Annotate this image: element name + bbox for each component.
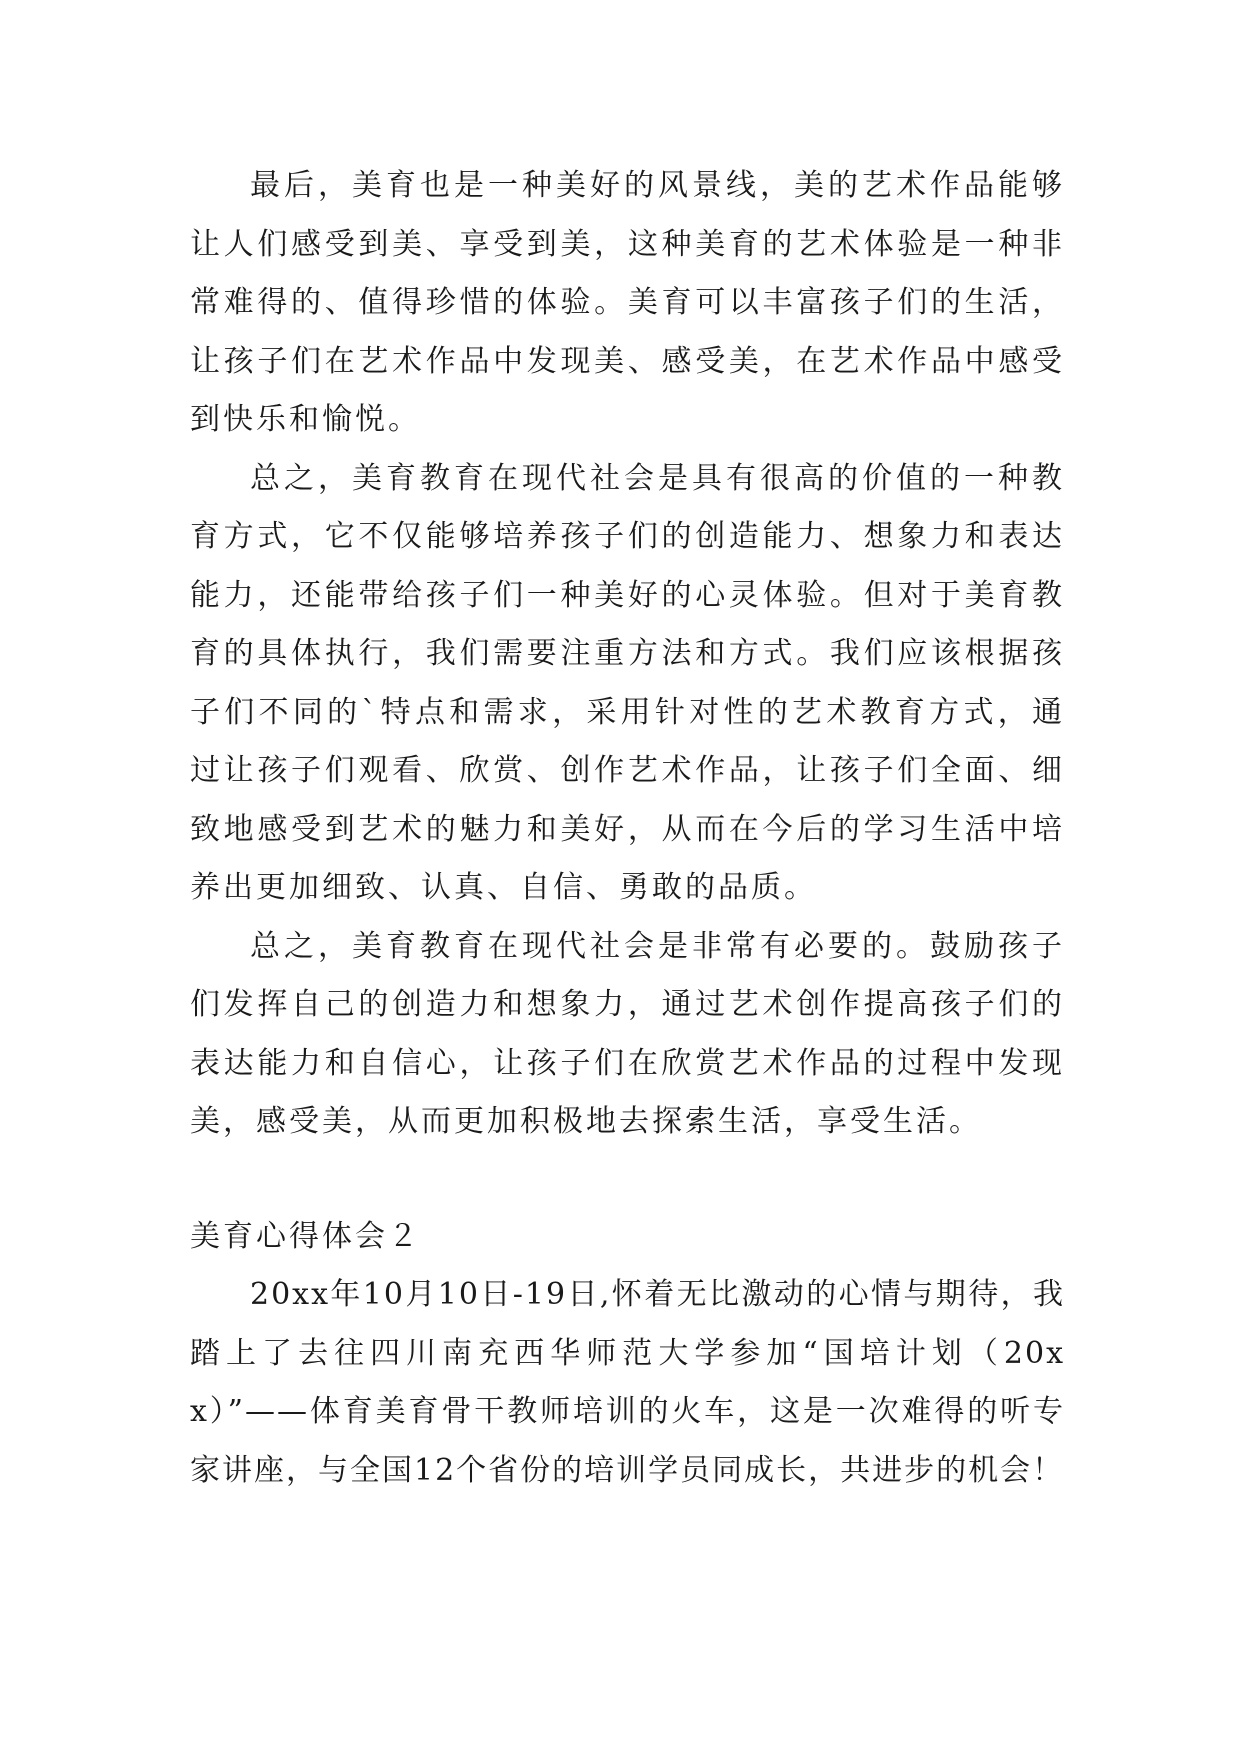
paragraph-1: 最后，美育也是一种美好的风景线，美的艺术作品能够让人们感受到美、享受到美，这种美育的艺术体验是一种非常难得的、值得珍惜的体验。美育可以丰富孩子们的生活，让孩子们在艺术作品中发现美、感受美，在艺术作品中感受到快乐和愉悦。 [190, 168, 1065, 437]
paragraph-2: 总之，美育教育在现代社会是具有很高的价值的一种教育方式，它不仅能够培养孩子们的创造能力、想象力和表达能力，还能带给孩子们一种美好的心灵体验。但对于美育教育的具体执行，我们需要注重方法和方式。我们应该根据孩子们不同的`特点和需求，采用针对性的艺术教育方式，通过让孩子们观看、欣赏、创作艺术作品，让孩子们全面、细致地感受到艺术的魅力和美好，从而在今后的学习生活中培养出更加细致、认真、自信、勇敢的品质。 [190, 460, 1065, 905]
section-2-paragraph: 20xx年10月10日-19日,怀着无比激动的心情与期待，我踏上了去往四川南充西华师范大学参加“国培计划（20xx）”——体育美育骨干教师培训的火车，这是一次难得的听专家讲座，与全国12个省份的培训学员同成长，共进步的机会！ [190, 1277, 1065, 1488]
section-title: 美育心得体会２ [190, 1218, 421, 1254]
paragraph-3: 总之，美育教育在现代社会是非常有必要的。鼓励孩子们发挥自己的创造力和想象力，通过艺术创作提高孩子们的表达能力和自信心，让孩子们在欣赏艺术作品的过程中发现美，感受美，从而更加积极地去探索生活，享受生活。 [190, 928, 1065, 1139]
document-page [190, 157, 1065, 1500]
